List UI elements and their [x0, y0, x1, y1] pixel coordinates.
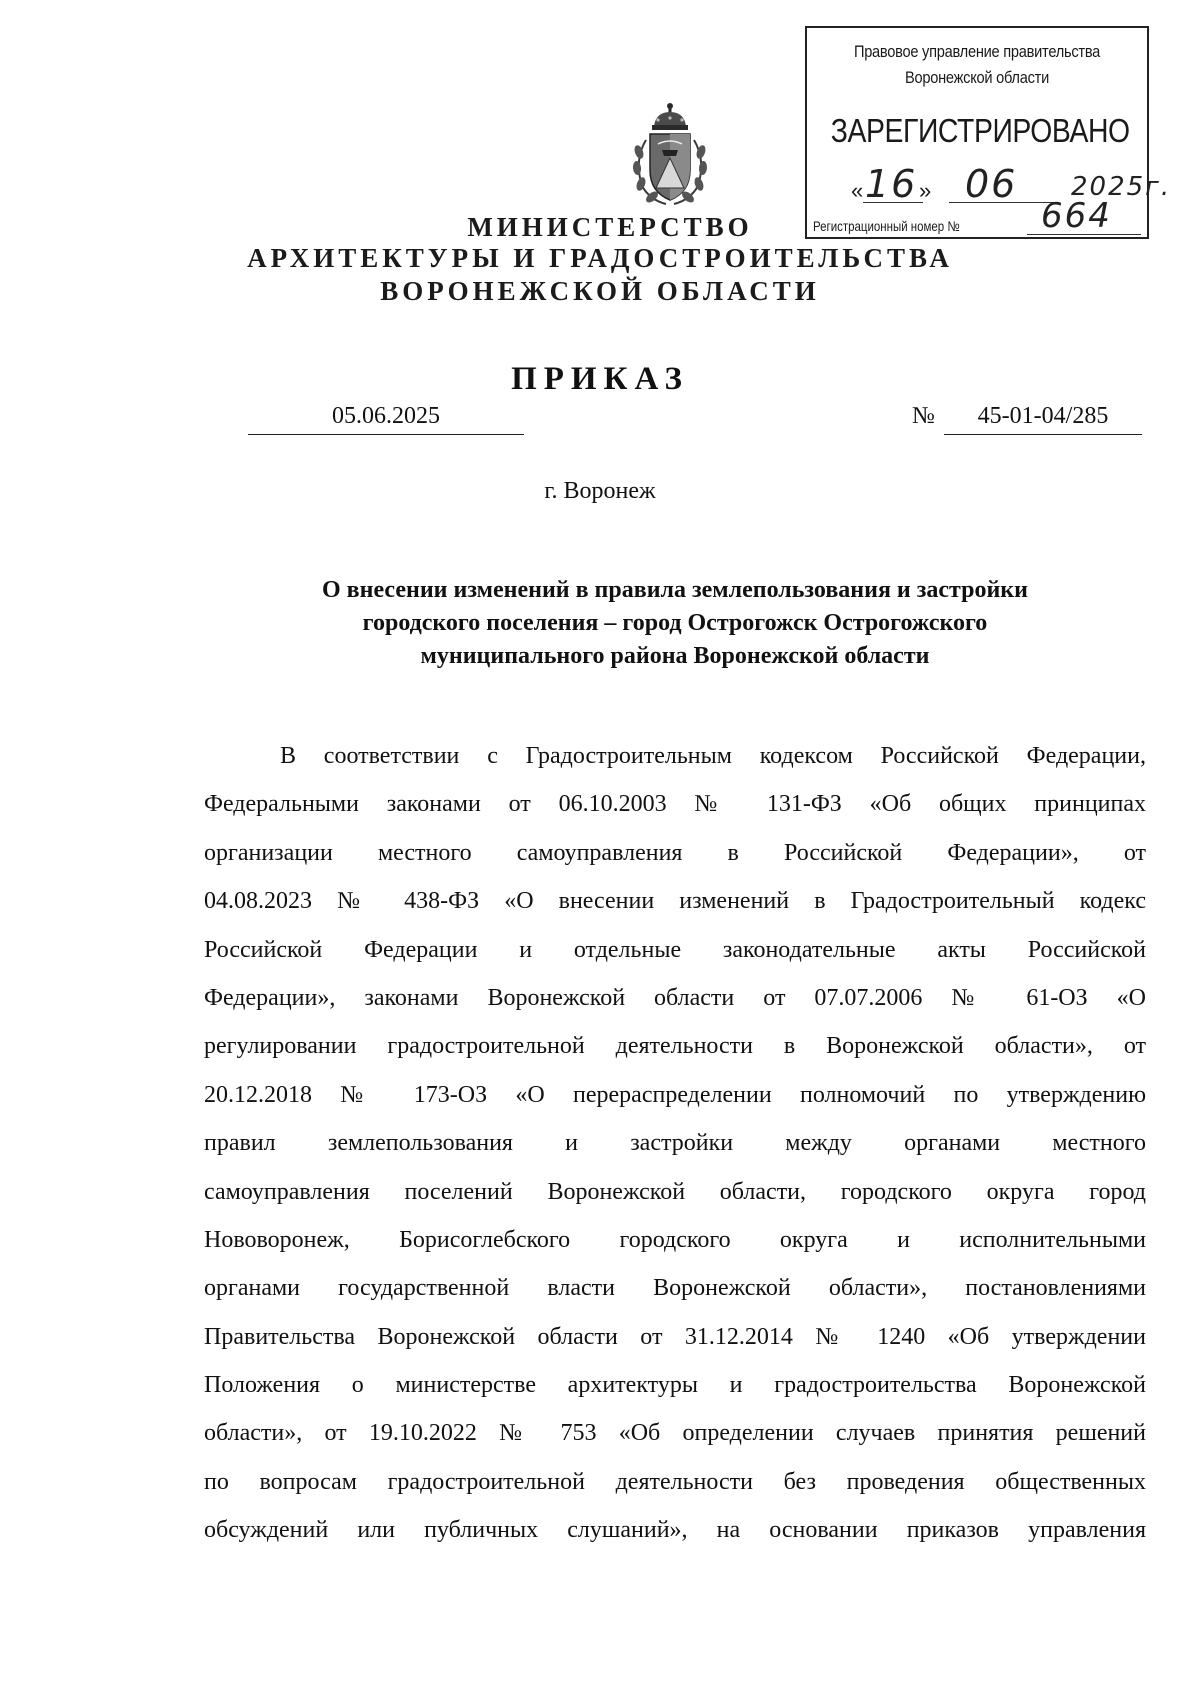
- body-line: области», от 19.10.2022 № 753 «Об определении случаев принятия решений: [204, 1420, 1146, 1447]
- body-line: В соответствии с Градостроительным кодексом Российской Федерации,: [280, 743, 1146, 769]
- body-line: Федерации», законами Воронежской области от 07.07.2006 № 61-ОЗ «О: [204, 984, 1146, 1011]
- document-number-label: №: [912, 403, 935, 429]
- body-line: обсуждений или публичных слушаний», на основании приказов управления: [204, 1517, 1146, 1544]
- body-line: Российской Федерации и отдельные законодательные акты Российской: [204, 936, 1146, 963]
- body-line: Федеральными законами от 06.10.2003 № 131-ФЗ «Об общих принципах: [204, 791, 1146, 818]
- subject-line: муниципального района Воронежской области: [420, 643, 930, 669]
- stamp-number-label: Регистрационный номер №: [813, 218, 960, 234]
- subject-line: городского поселения – город Острогожск Острогожского: [362, 610, 988, 636]
- body-line: 20.12.2018 № 173-ОЗ «О перераспределении полномочий по утверждению: [204, 1081, 1146, 1108]
- org-name-line2: АРХИТЕКТУРЫ И ГРАДОСТРОИТЕЛЬСТВА: [247, 243, 953, 273]
- body-line: самоуправления поселений Воронежской области, городского округа город: [204, 1178, 1146, 1205]
- stamp-authority-line2: Воронежской области: [905, 68, 1049, 87]
- coat-of-arms-emblem: [628, 100, 712, 212]
- document-city: г. Воронеж: [544, 478, 656, 504]
- body-line: Правительства Воронежской области от 31.12.2014 № 1240 «Об утверждении: [204, 1323, 1146, 1350]
- body-line: Нововоронеж, Борисоглебского городского округа и исполнительными: [204, 1226, 1146, 1253]
- document-number: 45-01-04/285: [944, 398, 1142, 435]
- document-subject: [200, 574, 1150, 673]
- document-title: ПРИКАЗ: [511, 361, 689, 397]
- stamp-quote-close: »: [919, 178, 932, 203]
- body-line: 04.08.2023 № 438-ФЗ «О внесении изменений в Градостроительный кодекс: [204, 888, 1146, 915]
- stamp-number-handwritten: 664: [1041, 196, 1112, 236]
- document-body: [204, 732, 1146, 1555]
- stamp-day-underline: [863, 202, 923, 203]
- stamp-authority-line1: Правовое управление правительства: [853, 42, 1101, 61]
- org-name-line3: ВОРОНЕЖСКОЙ ОБЛАСТИ: [380, 276, 820, 306]
- body-line: Положения о министерстве архитектуры и градостроительства Воронежской: [204, 1372, 1146, 1399]
- registration-stamp: [805, 26, 1172, 239]
- stamp-day-handwritten: 16: [865, 162, 918, 206]
- stamp-month-handwritten: 06: [965, 162, 1018, 206]
- stamp-quote-open: «: [851, 178, 864, 203]
- body-line: органами государственной власти Воронежской области», постановлениями: [204, 1275, 1146, 1302]
- body-line: регулировании градостроительной деятельности в Воронежской области», от: [204, 1033, 1146, 1060]
- body-line: правил землепользования и застройки между органами местного: [204, 1130, 1146, 1157]
- body-line: организации местного самоуправления в Российской Федерации», от: [204, 839, 1146, 866]
- document-date: 05.06.2025: [248, 398, 524, 435]
- body-line: по вопросам градостроительной деятельности без проведения общественных: [204, 1468, 1146, 1495]
- stamp-year: 2025г.: [1071, 172, 1172, 202]
- stamp-registered-label: ЗАРЕГИСТРИРОВАНО: [830, 112, 1130, 149]
- subject-line: О внесении изменений в правила землепользования и застройки: [322, 577, 1028, 603]
- org-name-line1: МИНИСТЕРСТВО: [467, 212, 753, 242]
